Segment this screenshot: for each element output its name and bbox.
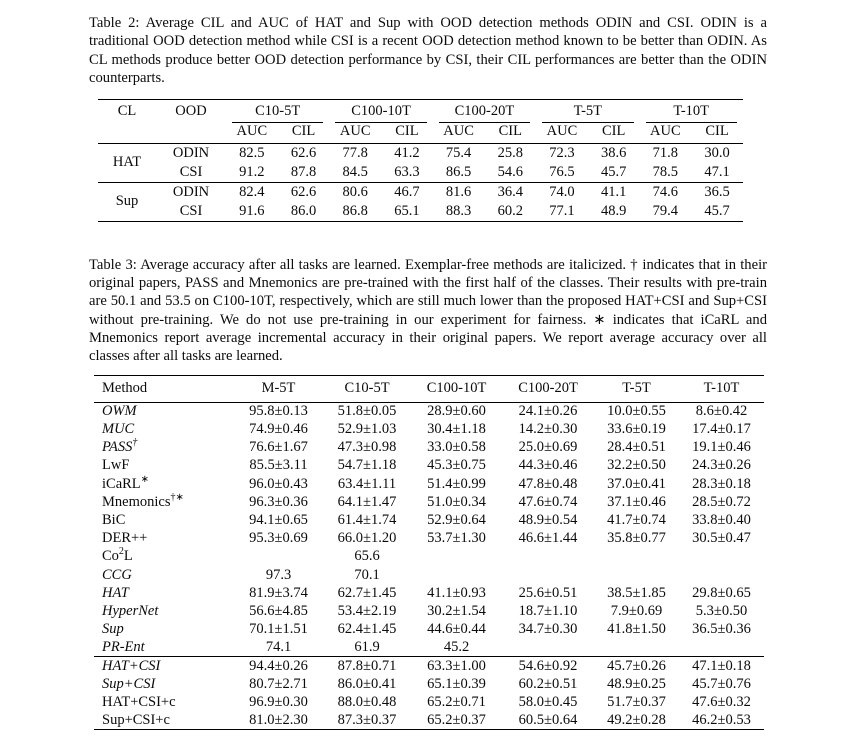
table3-row	[94, 675, 764, 693]
accuracy-value: 47.6±0.32	[692, 693, 751, 710]
table3-row	[94, 530, 764, 548]
accuracy-value	[502, 548, 594, 566]
metric-value: 91.2	[239, 163, 265, 180]
accuracy-value: 87.3±0.37	[337, 711, 397, 728]
table3-row	[94, 457, 764, 475]
col-subheader: AUC	[546, 122, 578, 139]
accuracy-value: 41.1±0.93	[427, 584, 486, 601]
metric-value: 71.8	[640, 143, 692, 163]
accuracy-value: 45.7±0.26	[594, 657, 679, 675]
accuracy-value: 53.7±1.30	[427, 530, 486, 547]
ood-method-label: ODIN	[156, 182, 226, 202]
method-label: HAT+CSI+c	[102, 693, 176, 710]
metric-value: 45.7	[600, 163, 627, 180]
accuracy-value: 38.5±1.85	[607, 584, 666, 601]
accuracy-value: 41.7±0.74	[607, 511, 666, 528]
metric-value: 41.1	[588, 182, 640, 202]
accuracy-value: 88.0±0.48	[337, 693, 397, 710]
accuracy-value: 60.5±0.64	[518, 711, 578, 728]
accuracy-value: 70.1	[354, 566, 380, 583]
accuracy-value: 45.3±0.75	[427, 457, 486, 474]
accuracy-value: 46.2±0.53	[692, 711, 751, 728]
accuracy-value: 28.9±0.60	[427, 403, 486, 420]
metric-value: 82.5	[226, 143, 278, 163]
accuracy-value	[679, 639, 764, 657]
method-superscript: ∗	[140, 473, 150, 485]
metric-value: 36.4	[484, 182, 536, 202]
col-group-header	[329, 99, 432, 123]
table2-row	[98, 182, 743, 202]
method-label: DER++	[102, 530, 148, 547]
table3-row	[94, 475, 764, 493]
method-name	[94, 566, 234, 584]
accuracy-value: 18.7±1.10	[518, 602, 578, 619]
accuracy-value: 45.2	[443, 639, 470, 656]
col-subheader: CIL	[291, 122, 316, 139]
accuracy-value: 66.0±1.20	[337, 530, 397, 547]
accuracy-value: 95.8±0.13	[249, 403, 308, 420]
method-label: Sup+CSI	[102, 675, 156, 692]
accuracy-value: 63.4±1.11	[337, 475, 397, 492]
metric-value: 62.6	[278, 143, 330, 163]
col-group-header	[536, 99, 639, 123]
accuracy-value	[502, 566, 594, 584]
accuracy-value	[594, 639, 679, 657]
metric-value: 45.7	[704, 202, 730, 219]
method-name	[94, 693, 234, 711]
accuracy-value: 65.2±0.37	[427, 711, 486, 728]
accuracy-value: 33.0±0.58	[427, 439, 486, 456]
metric-value: 74.0	[536, 182, 588, 202]
accuracy-value: 19.1±0.46	[692, 439, 751, 456]
col-header: C100-20T	[518, 379, 578, 396]
table2	[98, 99, 743, 222]
metric-value: 62.6	[278, 182, 330, 202]
accuracy-value: 81.0±2.30	[249, 711, 308, 728]
metric-value: 74.6	[640, 182, 692, 202]
method-name	[94, 530, 234, 548]
accuracy-value	[679, 566, 764, 584]
accuracy-value: 65.2±0.71	[427, 693, 486, 710]
col-subheader: AUC	[650, 122, 681, 139]
accuracy-value: 80.7±2.71	[249, 675, 308, 692]
metric-value: 48.9	[600, 202, 627, 219]
method-name	[94, 457, 234, 475]
method-name	[94, 493, 234, 511]
method-label: CCG	[102, 566, 132, 583]
col-group-header	[226, 99, 329, 123]
col-header: C10-5T	[344, 379, 390, 396]
accuracy-value: 28.4±0.51	[607, 439, 666, 456]
accuracy-value: 61.9	[354, 639, 380, 656]
metric-value: 76.5	[549, 163, 575, 180]
accuracy-value: 86.0±0.41	[337, 675, 397, 692]
accuracy-value: 30.2±1.54	[427, 602, 486, 619]
accuracy-value: 63.3±1.00	[411, 657, 502, 675]
accuracy-value: 30.5±0.47	[692, 530, 751, 547]
method-superscript: †∗	[170, 491, 184, 503]
metric-value: 82.4	[226, 182, 278, 202]
metric-value: 84.5	[342, 163, 368, 180]
accuracy-value: 94.4±0.26	[234, 657, 323, 675]
col-header: T-10T	[703, 379, 740, 396]
table3-row	[94, 621, 764, 639]
accuracy-value: 58.0±0.45	[518, 693, 578, 710]
accuracy-value: 28.5±0.72	[692, 493, 751, 510]
accuracy-value	[594, 548, 679, 566]
accuracy-value: 53.4±2.19	[337, 602, 397, 619]
cl-method-label: HAT	[98, 143, 156, 182]
table3-row	[94, 493, 764, 511]
accuracy-value: 51.4±0.99	[427, 475, 486, 492]
method-superscript: 2	[118, 546, 124, 558]
accuracy-value: 70.1±1.51	[249, 621, 308, 638]
method-name	[94, 584, 234, 602]
col-header: T-5T	[622, 379, 651, 396]
method-label: OWM	[102, 403, 137, 420]
col-header-cl: CL	[117, 102, 137, 119]
accuracy-value: 65.6	[354, 548, 380, 565]
accuracy-value: 10.0±0.55	[607, 403, 666, 420]
table3-row	[94, 584, 764, 602]
metric-value: 87.8	[290, 163, 317, 180]
accuracy-value	[679, 548, 764, 566]
method-label: PASS	[102, 439, 133, 456]
method-label: HyperNet	[102, 602, 159, 619]
accuracy-value: 48.9±0.54	[518, 511, 578, 528]
table3-row	[94, 548, 764, 566]
ood-method-label: CSI	[179, 202, 203, 219]
method-name	[94, 420, 234, 438]
col-subheader: CIL	[395, 122, 419, 139]
metric-value: 36.5	[691, 182, 743, 202]
accuracy-value: 5.3±0.50	[695, 602, 748, 619]
metric-value: 30.0	[691, 143, 743, 163]
method-label: HAT+CSI	[102, 657, 161, 674]
col-subheader: AUC	[236, 122, 268, 139]
method-label: BiC	[102, 511, 126, 528]
method-name	[94, 621, 234, 639]
metric-value: 86.5	[445, 163, 472, 180]
accuracy-value: 46.6±1.44	[518, 530, 578, 547]
accuracy-value	[594, 566, 679, 584]
metric-value: 25.8	[484, 143, 536, 163]
accuracy-value: 56.6±4.85	[249, 602, 308, 619]
method-label: HAT	[102, 584, 129, 601]
method-name	[94, 511, 234, 529]
accuracy-value: 85.5±3.11	[249, 457, 308, 474]
accuracy-value: 47.1±0.18	[679, 657, 764, 675]
col-group-label: C10-5T	[232, 103, 323, 123]
accuracy-value: 25.0±0.69	[518, 439, 578, 456]
col-header-ood: OOD	[175, 102, 207, 119]
metric-value: 86.8	[342, 202, 368, 219]
method-label-cont: L	[123, 548, 133, 565]
accuracy-value	[411, 548, 502, 566]
metric-value: 91.6	[239, 202, 265, 219]
accuracy-value: 74.9±0.46	[249, 421, 308, 438]
accuracy-value: 64.1±1.47	[337, 493, 397, 510]
table3-row	[94, 639, 764, 657]
col-subheader: CIL	[601, 122, 626, 139]
method-name	[94, 548, 234, 566]
accuracy-value: 47.8±0.48	[518, 475, 578, 492]
accuracy-value	[502, 639, 594, 657]
accuracy-value: 8.6±0.42	[695, 403, 748, 420]
col-subheader: AUC	[339, 122, 371, 139]
accuracy-value: 36.5±0.36	[692, 621, 751, 638]
method-label: Sup	[102, 621, 124, 638]
col-group-label: T-5T	[542, 103, 633, 123]
metric-value: 47.1	[704, 163, 730, 180]
accuracy-value: 96.0±0.43	[249, 475, 308, 492]
metric-value: 81.6	[433, 182, 485, 202]
accuracy-value: 47.6±0.74	[518, 493, 578, 510]
method-name	[94, 602, 234, 620]
table2-row	[98, 143, 743, 163]
accuracy-value: 52.9±0.64	[427, 511, 486, 528]
col-subheader: AUC	[443, 122, 474, 139]
method-label: MUC	[102, 421, 135, 438]
accuracy-value: 62.4±1.45	[337, 621, 397, 638]
table3-row	[94, 602, 764, 620]
metric-value: 78.5	[652, 163, 679, 180]
table2-row	[98, 202, 743, 222]
table2-caption: Table 2: Average CIL and AUC of HAT and Sup with OOD detection methods ODIN and CSI. ODIN is a traditional OOD detection method while CSI is a recent OOD detection method known to be better than ODIN. As CL methods produce better OOD detection performance by CSI, their CIL performances are better than the ODIN counterparts.	[89, 15, 767, 87]
accuracy-value: 28.3±0.18	[692, 475, 751, 492]
accuracy-value: 41.8±1.50	[607, 621, 666, 638]
accuracy-value: 51.8±0.05	[337, 403, 397, 420]
metric-value: 72.3	[536, 143, 588, 163]
accuracy-value: 94.1±0.65	[249, 511, 308, 528]
accuracy-value: 34.7±0.30	[518, 621, 578, 638]
accuracy-value: 49.2±0.28	[607, 711, 666, 728]
accuracy-value: 81.9±3.74	[249, 584, 308, 601]
table3-row	[94, 420, 764, 438]
metric-value: 88.3	[445, 202, 472, 219]
metric-value: 86.0	[290, 202, 317, 219]
accuracy-value: 32.2±0.50	[607, 457, 666, 474]
metric-value: 77.8	[329, 143, 381, 163]
accuracy-value: 37.0±0.41	[607, 475, 666, 492]
accuracy-value: 33.8±0.40	[692, 511, 751, 528]
method-name	[94, 675, 234, 693]
accuracy-value: 33.6±0.19	[607, 421, 666, 438]
method-name	[94, 475, 234, 493]
col-subheader: CIL	[498, 122, 522, 139]
table3-row	[94, 693, 764, 711]
accuracy-value: 51.0±0.34	[427, 493, 486, 510]
table3-row	[94, 511, 764, 529]
accuracy-value: 96.3±0.36	[249, 493, 308, 510]
accuracy-value: 14.2±0.30	[518, 421, 578, 438]
accuracy-value: 44.3±0.46	[518, 457, 578, 474]
metric-value: 63.3	[394, 163, 420, 180]
method-label: Sup+CSI+c	[102, 711, 170, 728]
accuracy-value: 61.4±1.74	[337, 511, 397, 528]
accuracy-value: 87.8±0.71	[323, 657, 411, 675]
accuracy-value: 17.4±0.17	[692, 421, 751, 438]
metric-value: 60.2	[497, 202, 523, 219]
table3-row	[94, 566, 764, 584]
accuracy-value: 47.3±0.98	[337, 439, 397, 456]
accuracy-value: 44.6±0.44	[427, 621, 486, 638]
col-group-header	[640, 99, 743, 123]
accuracy-value: 52.9±1.03	[337, 421, 397, 438]
accuracy-value: 96.9±0.30	[249, 693, 308, 710]
metric-value: 38.6	[588, 143, 640, 163]
col-group-label: C100-10T	[335, 103, 426, 123]
table3	[94, 375, 764, 730]
col-header: C100-10T	[426, 379, 487, 396]
accuracy-value: 29.8±0.65	[692, 584, 751, 601]
ood-method-label: CSI	[179, 163, 203, 180]
col-header: Method	[102, 379, 148, 396]
accuracy-value: 62.7±1.45	[337, 584, 397, 601]
col-group-label: C100-20T	[439, 103, 530, 123]
accuracy-value: 24.3±0.26	[692, 457, 751, 474]
table3-caption: Table 3: Average accuracy after all tasks are learned. Exemplar-free methods are italicized. † indicates that in their original papers, PASS and Mnemonics are pre-trained with the first half of the classes. Their results with pre-train are 50.1 and 53.5 on C100-10T, respectively, which are still much lower than the proposed HAT+CSI and Sup+CSI without pre-training. We do not use pre-training in our experiment for fairness. ∗ indicates that iCaRL and Mnemonics report average incremental accuracy in their original papers. We report average accuracy over all classes after all tasks are learned.	[89, 256, 767, 365]
accuracy-value: 76.6±1.67	[249, 439, 308, 456]
method-label: LwF	[102, 457, 130, 474]
metric-value: 77.1	[549, 202, 575, 219]
metric-value: 75.4	[433, 143, 485, 163]
method-name	[94, 639, 234, 657]
method-label: PR-Ent	[102, 639, 145, 656]
cl-method-label: Sup	[98, 182, 156, 221]
method-label: iCaRL	[102, 475, 141, 492]
accuracy-value: 7.9±0.69	[610, 602, 663, 619]
accuracy-value: 74.1	[265, 639, 292, 656]
method-name	[94, 439, 234, 457]
metric-value: 65.1	[394, 202, 420, 219]
accuracy-value: 24.1±0.26	[518, 403, 578, 420]
accuracy-value: 54.7±1.18	[337, 457, 397, 474]
method-name	[94, 402, 234, 420]
table2-row	[98, 163, 743, 183]
accuracy-value: 54.6±0.92	[502, 657, 594, 675]
accuracy-value: 65.1±0.39	[427, 675, 486, 692]
accuracy-value: 35.8±0.77	[607, 530, 666, 547]
accuracy-value: 45.7±0.76	[692, 675, 751, 692]
col-group-header	[433, 99, 536, 123]
table3-row	[94, 402, 764, 420]
metric-value: 46.7	[381, 182, 433, 202]
table3-row	[94, 657, 764, 675]
col-header: M-5T	[261, 379, 296, 396]
accuracy-value: 30.4±1.18	[427, 421, 486, 438]
method-name	[94, 711, 234, 729]
accuracy-value	[234, 548, 323, 566]
ood-method-label: ODIN	[156, 143, 226, 163]
method-superscript: †	[132, 437, 138, 449]
accuracy-value: 60.2±0.51	[518, 675, 578, 692]
method-name	[94, 657, 234, 675]
metric-value: 54.6	[497, 163, 523, 180]
metric-value: 80.6	[329, 182, 381, 202]
method-label: Co	[102, 548, 119, 565]
accuracy-value: 95.3±0.69	[249, 530, 308, 547]
accuracy-value	[411, 566, 502, 584]
metric-value: 79.4	[652, 202, 679, 219]
accuracy-value: 25.6±0.51	[518, 584, 578, 601]
accuracy-value: 37.1±0.46	[607, 493, 666, 510]
table3-row	[94, 711, 764, 729]
metric-value: 41.2	[381, 143, 433, 163]
table3-row	[94, 439, 764, 457]
col-group-label: T-10T	[646, 103, 737, 123]
accuracy-value: 97.3	[265, 566, 292, 583]
accuracy-value: 51.7±0.37	[607, 693, 666, 710]
col-subheader: CIL	[705, 122, 729, 139]
accuracy-value: 48.9±0.25	[607, 675, 666, 692]
method-label: Mnemonics	[102, 493, 171, 510]
